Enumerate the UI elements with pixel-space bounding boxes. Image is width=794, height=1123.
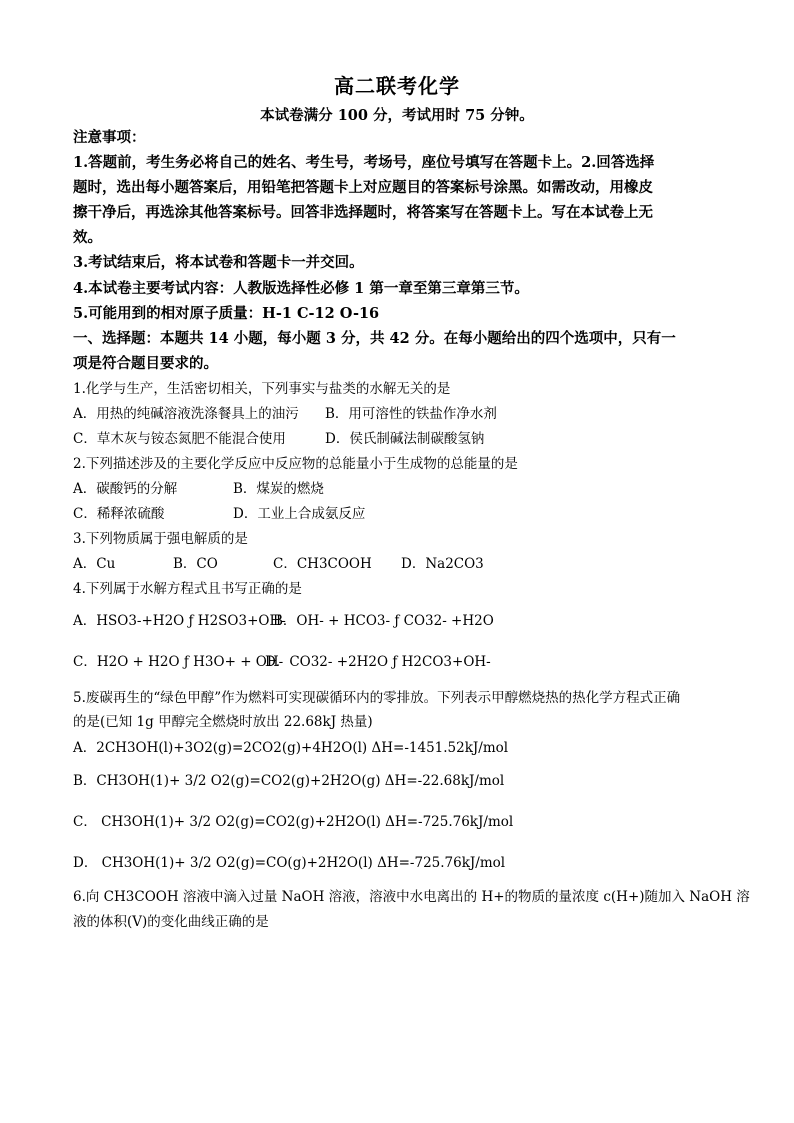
q6-stem-line-1: 6.向 CH3COOH 溶液中滴入过量 NaOH 溶液，溶液中水电离出的 H+的物质的量浓度 c(H+)随加入 NaOH 溶 bbox=[73, 889, 750, 905]
notice-line-2: 题时，选出每小题答案后，用铅笔把答题卡上对应题目的答案标号涂黑。如需改动，用橡皮 bbox=[73, 179, 653, 196]
q5-stem-line-1: 5.废碳再生的“绿色甲醇”作为燃料可实现碳循环内的零排放。下列表示甲醇燃烧热的热化学方程式正确 bbox=[73, 690, 681, 706]
q3-option-d bbox=[401, 554, 484, 574]
notice-line-7: 5.可能用到的相对原子质量：H-1 C-12 O-16 bbox=[73, 305, 380, 322]
q1-option-d: D．侯氏制碱法制碳酸氢钠 bbox=[325, 431, 485, 447]
q3-stem: 3.下列物质属于强电解质的是 bbox=[73, 531, 248, 547]
notice-line-1: 1.答题前，考生务必将自己的姓名、考生号，考场号，座位号填写在答题卡上。2.回答选择 bbox=[73, 154, 655, 171]
q3-option-c bbox=[273, 554, 401, 574]
q1-option-b: B．用可溶性的铁盐作净水剂 bbox=[325, 406, 497, 422]
q4-options-row2 bbox=[73, 652, 491, 672]
q2-option-d: D．工业上合成氨反应 bbox=[233, 506, 366, 522]
q2-stem: 2.下列描述涉及的主要化学反应中反应物的总能量小于生成物的总能量的是 bbox=[73, 456, 518, 472]
q3-option-b: B．CO bbox=[173, 556, 218, 572]
section1-line-2: 项是符合题目要求的。 bbox=[73, 355, 218, 372]
exam-title: 高二联考化学 bbox=[334, 74, 460, 98]
q3-option-c-formula: CH3COOH bbox=[296, 556, 372, 572]
q1-option-a: A．用热的纯碱溶液洗涤餐具上的油污 bbox=[73, 406, 299, 422]
q3-option-c-prefix: C． bbox=[273, 556, 297, 572]
notice-heading: 注意事项： bbox=[73, 129, 146, 146]
q4-option-c: C．H2O + H2O ƒ H3O+ + OH- bbox=[73, 654, 284, 670]
q1-stem: 1.化学与生产，生活密切相关，下列事实与盐类的水解无关的是 bbox=[73, 381, 451, 397]
q4-option-a: A．HSO3-+H2O ƒ H2SO3+OH- bbox=[73, 613, 286, 629]
q4-stem: 4.下列属于水解方程式且书写正确的是 bbox=[73, 581, 302, 597]
section1-line-1: 一、选择题：本题共 14 小题，每小题 3 分，共 42 分。在每小题给出的四个选项中，只有一 bbox=[73, 330, 676, 347]
q4-options-row1 bbox=[73, 611, 494, 631]
q1-option-c: C．草木灰与铵态氮肥不能混合使用 bbox=[73, 431, 286, 447]
q1-options-row2 bbox=[73, 429, 484, 449]
q6-stem-line-2: 液的体积(V)的变化曲线正确的是 bbox=[73, 914, 269, 930]
notice-line-6: 4.本试卷主要考试内容：人教版选择性必修 1 第一章至第三章第三节。 bbox=[73, 280, 529, 297]
q5-option-a: A．2CH3OH(l)+3O2(g)=2CO2(g)+4H2O(l) ΔH=-1451.52kJ/mol bbox=[73, 740, 509, 756]
q5-option-c: C． CH3OH(1)+ 3/2 O2(g)=CO2(g)+2H2O(l) ΔH=-725.76kJ/mol bbox=[73, 814, 514, 830]
q2-options-row1 bbox=[73, 479, 324, 499]
q5-option-b: B．CH3OH(1)+ 3/2 O2(g)=CO2(g)+2H2O(g) ΔH=-22.68kJ/mol bbox=[73, 773, 505, 789]
q4-option-b: B．OH- + HCO3- ƒ CO32- +H2O bbox=[273, 613, 494, 629]
q5-option-d: D． CH3OH(1)+ 3/2 O2(g)=CO(g)+2H2O(l) ΔH=-725.76kJ/mol bbox=[73, 855, 506, 871]
q2-option-b: B．煤炭的燃烧 bbox=[233, 481, 324, 497]
notice-line-5: 3.考试结束后，将本试卷和答题卡一并交回。 bbox=[73, 254, 364, 271]
q3-options-row bbox=[73, 554, 484, 574]
q2-option-c: C．稀释浓硫酸 bbox=[73, 506, 165, 522]
q2-options-row2 bbox=[73, 504, 365, 524]
exam-subtitle: 本试卷满分 100 分，考试用时 75 分钟。 bbox=[260, 107, 534, 124]
notice-line-3: 擦干净后，再选涂其他答案标号。回答非选择题时，将答案写在答题卡上。写在本试卷上无 bbox=[73, 204, 653, 221]
q3-option-d-formula: Na2CO3 bbox=[425, 556, 484, 572]
q1-options-row1 bbox=[73, 404, 497, 424]
q3-option-a: A．Cu bbox=[73, 556, 116, 572]
q3-option-d-prefix: D． bbox=[401, 556, 426, 572]
q2-option-a: A．碳酸钙的分解 bbox=[73, 481, 178, 497]
q5-stem-line-2: 的是(已知 1g 甲醇完全燃烧时放出 22.68kJ 热量) bbox=[73, 714, 373, 730]
notice-line-4: 效。 bbox=[73, 229, 102, 246]
q4-option-d: D．CO32- +2H2O ƒ H2CO3+OH- bbox=[265, 654, 491, 670]
